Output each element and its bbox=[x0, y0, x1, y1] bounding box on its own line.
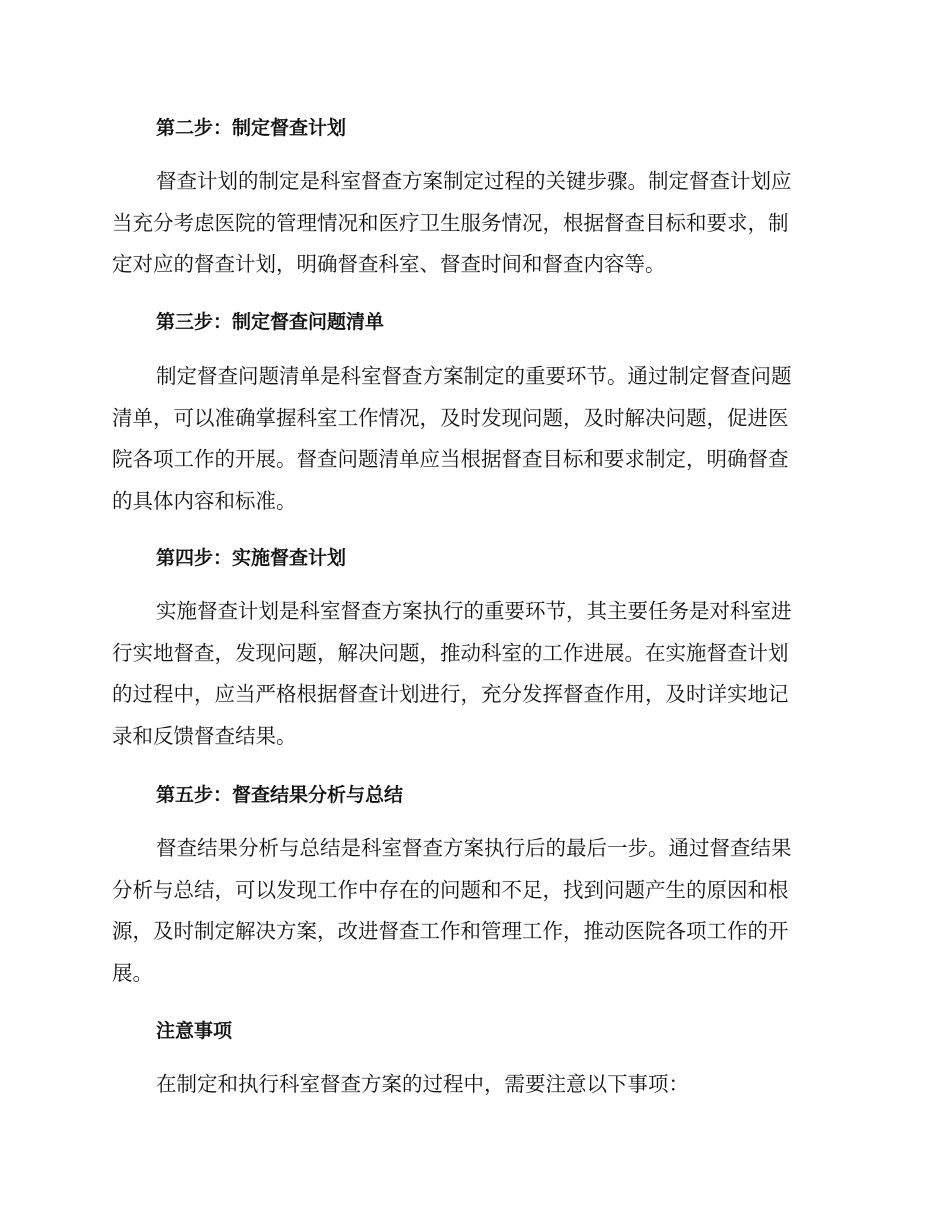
paragraph-line: 当充分考虑医院的管理情况和医疗卫生服务情况，根据督查目标和要求，制 bbox=[112, 210, 789, 235]
section-paragraph bbox=[112, 356, 838, 522]
section-heading: 第二步：制定督查计划 bbox=[156, 117, 347, 139]
paragraph-line: 行实地督查，发现问题，解决问题，推动科室的工作进展。在实施督查计划 bbox=[112, 640, 789, 665]
section-heading: 第四步：实施督查计划 bbox=[156, 547, 347, 569]
paragraph-line: 的具体内容和标准。 bbox=[112, 488, 297, 513]
paragraph-line: 展。 bbox=[112, 960, 153, 985]
paragraph-line: 院各项工作的开展。督查问题清单应当根据督查目标和要求制定，明确督查 bbox=[112, 447, 789, 471]
section-paragraph bbox=[112, 1064, 838, 1106]
paragraph-line: 督查结果分析与总结是科室督查方案执行后的最后一步。通过督查结果 bbox=[156, 836, 792, 860]
section-heading: 注意事项 bbox=[156, 1020, 233, 1042]
paragraph-line: 定对应的督查计划，明确督查科室、督查时间和督查内容等。 bbox=[112, 252, 666, 276]
paragraph-line: 制定督查问题清单是科室督查方案制定的重要环节。通过制定督查问题 bbox=[156, 364, 792, 388]
paragraph-line: 督查计划的制定是科室督查方案制定过程的关键步骤。制定督查计划应 bbox=[156, 169, 792, 193]
section-paragraph bbox=[112, 591, 838, 757]
section-paragraph bbox=[112, 161, 838, 286]
paragraph-line: 分析与总结，可以发现工作中存在的问题和不足，找到问题产生的原因和根 bbox=[112, 877, 789, 902]
paragraph-line: 在制定和执行科室督查方案的过程中，需要注意以下事项： bbox=[156, 1072, 689, 1096]
section-paragraph bbox=[112, 828, 838, 994]
paragraph-line: 清单，可以准确掌握科室工作情况，及时发现问题，及时解决问题，促进医 bbox=[112, 405, 789, 430]
paragraph-line: 实施督查计划是科室督查方案执行的重要环节，其主要任务是对科室进 bbox=[156, 599, 792, 623]
section-heading: 第三步：制定督查问题清单 bbox=[156, 311, 385, 333]
paragraph-line: 源，及时制定解决方案，改进督查工作和管理工作，推动医院各项工作的开 bbox=[112, 919, 789, 943]
paragraph-line: 的过程中，应当严格根据督查计划进行，充分发挥督查作用，及时详实地记 bbox=[112, 682, 789, 706]
paragraph-line: 录和反馈督查结果。 bbox=[112, 723, 297, 748]
section-heading: 第五步：督查结果分析与总结 bbox=[156, 784, 404, 806]
